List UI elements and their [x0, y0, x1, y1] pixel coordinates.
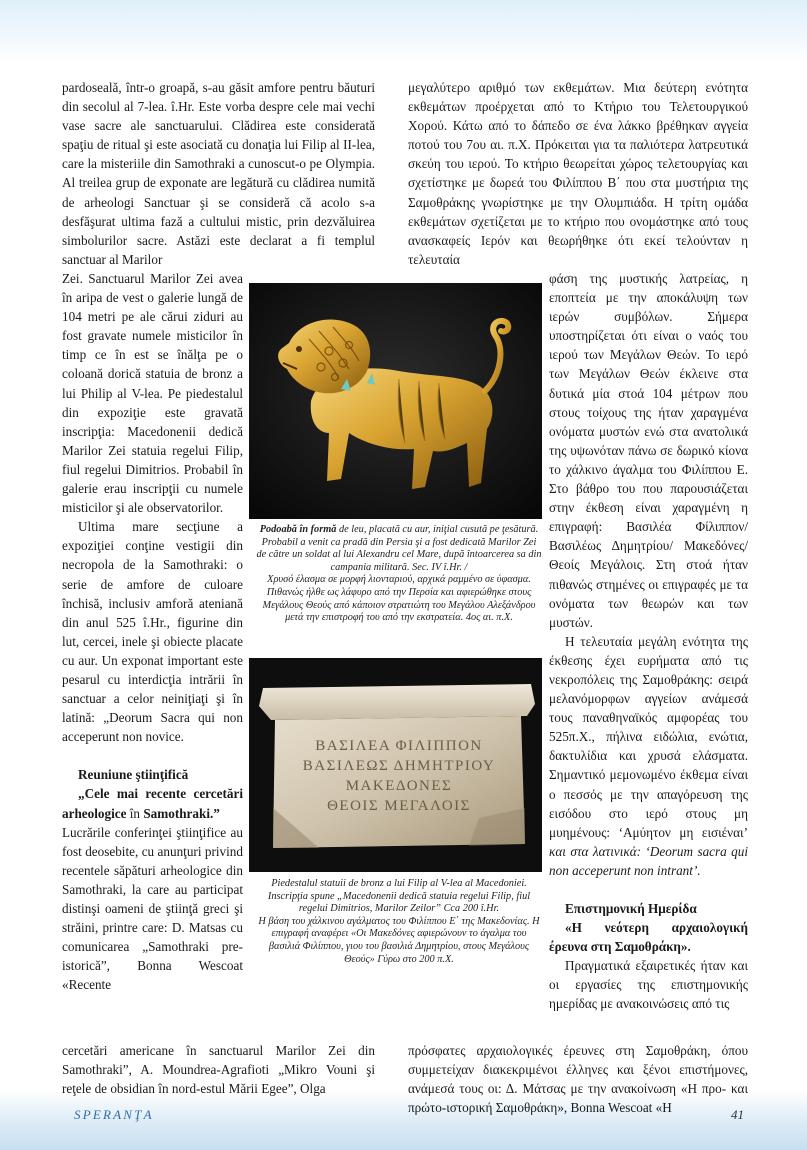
el-text-top [408, 78, 748, 269]
el-paragraph-2: φάση της μυστικής λατρείας, η εποπτεία με την αποκάλυψη των ιερών συμβόλων. Σήμερα υποστηρίζεται ότι είναι ο ναός του ιερού των Μεγάλων Θεών. Το ιερό των Μεγάλων Θεών έκλεινε στα δυτικά μία στοά 104 μέτρων που στους τοίχους της ήταν χαραγμένα ονόματα μυστών ενώ στα ανατολικά της υψωνόταν πάνω σε δωρικό κίονα το χάλκινο άγαλμα του Φιλίππου Ε. Στο βάθρο του που παρουσιάζεται στην έκθεση είναι χαραγμένη η επιγραφή: Βασιλέα Φίλιππον/Βασιλέως Δημητρίου/ Μακεδόνες/Θεοίς Μεγάλοις. Στη στοά ήταν πιθανώς στημένες οι επιγραφές με τα ονόματα των θεωρών και των μυστών. [549, 271, 748, 630]
ro-subheading-prefix: „Cele mai recente cercetări arheologice [62, 786, 243, 821]
el-paragraph-3-main: Η τελευταία μεγάλη ενότητα της έκθεσης έχει ευρήματα από τις νεκροπόλεις της Σαμοθράκης: σειρά μελανόμορφων αγγείων ανάμεσά τους παναθηναϊκός αμφορέας του 525π.Χ., πήλινα ειδώλια, ενώτια, δακτυλίδια και χρυσά ελάσματα. Σημαντικό μεμονωμένο έκθεμα είναι ο πεσσός με την απαγόρευση της εισόδου στο ιερό στους μη μυημένους: ‘Αμύητον μη εισιέναι’ [549, 633, 748, 840]
ro-subheading [62, 784, 243, 822]
inscription-line-4: ΘΕΟΙΣ ΜΕΓΑΛΟΙΣ [327, 798, 471, 814]
ro-text-mid [62, 269, 243, 994]
lion-caption-el: Χρυσό έλασμα σε μορφή λιονταριού, αρχικά ραμμένο σε ύφασμα. Πιθανώς ήλθε ως λάφυρο από την Περσία και αφιερώθηκε στους Μεγάλους Θεούς από κάποιον στρατιώτη του Μεγάλου Αλεξάνδρου μετά την επιστροφή του από την εκστρατεία. 4ος αι. π.Χ. [262, 574, 536, 624]
page-number: 41 [731, 1107, 744, 1122]
ro-paragraph-4: Lucrările conferinţei ştiinţifice au fost deosebite, cu anunţuri privind recentele săpături arheologice din Samothraki, la care au participat distinşi oameni de ştiinţă greci şi străini, printre care: D. Matsas cu comunicarea „Samothraki pre-istorică”, Bonna Wescoat «Recente [62, 824, 243, 993]
inscription-line-3: ΜΑΚΕΔΟΝΕΣ [345, 778, 453, 794]
ro-text-bottom [62, 1041, 375, 1098]
pedestal-photo [249, 658, 542, 872]
pedestal-caption-el: Η βάση του χάλκινου αγάλματος του Φιλίππου Ε΄ της Μακεδονίας. Η επιγραφή αναφέρει «Οι Μακεδόνες αφιερώνουν το άγαλμα του βασιλιά Φιλίππου, γιου του βασιλιά Δημητρίου, στους Μεγάλους Θεούς» Γύρω στο 200 π.Χ. [258, 915, 540, 965]
pedestal-caption [256, 878, 542, 966]
el-paragraph-5: πρόσφατες αρχαιολογικές έρευνες στη Σαμοθράκη, όπου συμμετείχαν διακεκριμένοι έλληνες και ξένοι επιστήμονες, ανάμεσά τους οι: Δ. Μάτσας με την ανακοίνωση «Η προ- και πρώτο-ιστορική Σαμοθράκη», Bonna Wescoat «Η [408, 1043, 748, 1116]
ro-heading: Reuniune ştiinţifică [78, 767, 189, 783]
ro-paragraph-3: Ultima mare secţiune a expoziţiei conţine vestigii din necropola de la Samothraki: o serie de amfore de culoare închisă, inclusiv amforă ateniană din anul 525 î.Hr., figurine din lut, cercei, inele şi obiecte placate cu aur. Un exponat important este pesarul cu interdicţia intrării în sanctuar a celor neiniţiaţi şi în latină: „Deorum Sacra qui non acceperunt non novice. [62, 519, 243, 745]
header-band [0, 0, 807, 62]
ro-subheading-mid: în [126, 805, 144, 821]
pedestal-caption-ro: Piedestalul statuii de bronz a lui Filip al V-lea al Macedoniei. Inscripţia spune „Macedonenii dedică statuia regelui Filip, fiul regelui Dimitrios, Marilor Zeilor” Cca 200 î.Hr. [267, 878, 531, 915]
el-text-mid [549, 269, 748, 1014]
lion-caption-ro-rest: de leu, placată cu aur, iniţial cusută pe ţesătură. Probabil a venit ca pradă din Persia şi a fost dedicată Marilor Zei de către un soldat al lui Alexandru cel Mare, după întoarcerea sa din campania militară. Sec. IV î.Hr. / [256, 524, 542, 573]
el-paragraph-1: μεγαλύτερο αριθμό των εκθεμάτων. Μια δεύτερη ενότητα εκθεμάτων προέρχεται από το Κτήριο του Τελετουργικού Χορού. Κάτω από το δάπεδο σε ένα λάκκο βρέθηκαν αγγεία ποτού του 7ου αι. π.Χ. Πρόκειται για τα παλιότερα λατρευτικά σκεύη του ιερού. Το κτήριο θεωρείται χώρος τελετουργίας και σχετίστηκε με δωρεά του Φιλίππου Β΄ που στα μυστήρια της Σαμοθράκης γνωρίστηκε με την Ολυμπιάδα. Η τρίτη ομάδα εκθεμάτων σχετίζεται με το κτήριο που ονομάστηκε από τους ανασκαφείς Ιερόν και θεωρήθηκε ότι εκεί τελούνταν η τελευταία [408, 80, 748, 267]
el-paragraph-3-latin: και στα λατινικά: ‘Deorum sacra qui non acceperunt non intrant’. [549, 843, 748, 878]
ro-paragraph-5: cercetări americane în sanctuarul Marilor Zei din Samothraki”, A. Moundrea-Agrafioti „Mikro Vouni şi reţele de obsidian în nord-estul Mării Egee”, Olga [62, 1043, 375, 1097]
lion-caption-ro-lead: Podoabă în formă [259, 524, 337, 535]
el-paragraph-3 [549, 632, 748, 880]
el-paragraph-4: Πραγματικά εξαιρετικές ήταν και οι εργασίες της επιστημονικής ημερίδας με ανακοινώσεις από τις [549, 958, 748, 1012]
ro-paragraph-2: Zei. Sanctuarul Marilor Zei avea în aripa de vest o galerie lungă de 104 metri pe ale cărui ziduri au fost gravate numele misticilor în timp ce în est se înălţa pe o coloană dorică statuia de bronz a lui Philip al V-lea. Pe piedestalul din expoziţie este gravată inscripţia: Macedonenii dedică Marilor Zei statuia regelui Filip, fiul regelui Dimitrios. Probabil în galerie erau inscripţii cu numele misticilor şi ale observatorilor. [62, 271, 243, 516]
inscription-line-2: ΒΑΣΙΛΕΩΣ ΔΗΜΗΤΡΙΟΥ [302, 758, 496, 774]
el-text-bottom [408, 1041, 748, 1117]
magazine-name: SPERANŢA [74, 1107, 154, 1122]
lion-caption [256, 524, 542, 625]
el-heading: Επιστημονική Ημερίδα [565, 901, 697, 916]
gold-lion-photo [249, 283, 542, 519]
ro-text-top [62, 78, 375, 269]
lion-caption-ro [256, 524, 542, 574]
ro-subheading-suffix: Samothraki.” [143, 805, 220, 821]
el-subheading: «Η νεότερη αρχαιολογική έρευνα στη Σαμοθράκη». [549, 920, 748, 955]
ro-paragraph-1: pardoseală, într-o groapă, s-au găsit amfore pentru băuturi din secolul al 7-lea. î.Hr. Este vorba despre cele mai vechi vase sacre ale sanctuarului. Clădirea este considerată spaţiu de ritual şi este asociată cu donaţia lui Filip al II-lea, care la misteriile din Samothraki a cunoscut-o pe Olympia. Al treilea grup de exponate are legătură cu clădirea numită de arheologi Sanctuar şi se consideră că acolo s-a desfăşurat ultima fază a cultului mistic, prin dezvăluirea simbolurilor sacre. Astăzi este declarat a fi templul sanctuar al Marilor [62, 80, 375, 267]
inscription-line-1: ΒΑΣΙΛΕΑ ΦΙΛΙΠΠΟΝ [315, 738, 483, 754]
